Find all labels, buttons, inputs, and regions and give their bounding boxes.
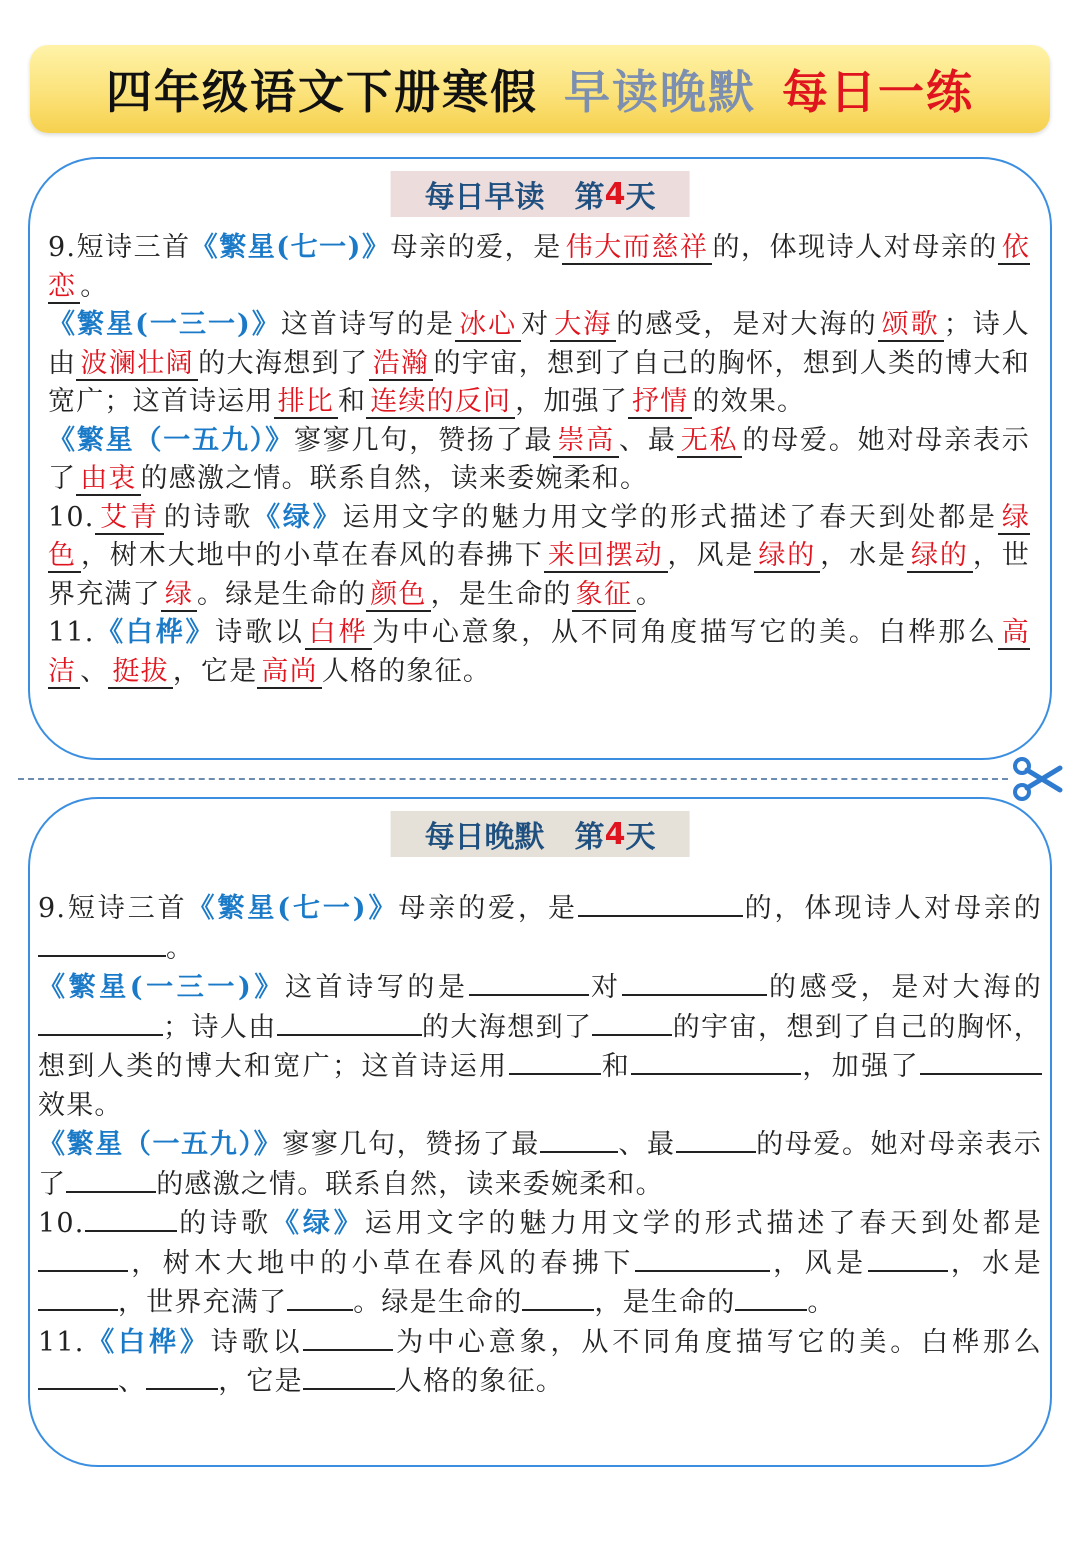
banner-subtitle: 早读晚默 bbox=[564, 65, 756, 119]
answer: 绿的 bbox=[754, 540, 820, 573]
paragraph: 9.短诗三首《繁星(七一)》母亲的爱，是 伟大而慈祥 的，体现诗人对母亲的 依恋 。 bbox=[48, 232, 1031, 302]
blank[interactable] bbox=[287, 1283, 353, 1311]
answer: 颂歌 bbox=[878, 309, 944, 342]
blank[interactable] bbox=[469, 968, 589, 996]
answer: 抒情 bbox=[628, 386, 692, 419]
answer: 白桦 bbox=[305, 617, 373, 650]
paragraph: 10. 的诗歌《绿》运用文字的魅力用文学的形式描述了春天到处都是，树木大地中的小草在春风的春拂下 ，风是 ，水是，世界充满了 。绿是生命的 ，是生命的 。 bbox=[38, 1204, 1042, 1323]
answer: 象征 bbox=[572, 579, 636, 612]
cut-line bbox=[18, 778, 1008, 780]
answer: 由衷 bbox=[76, 463, 140, 496]
answer: 冰心 bbox=[455, 309, 521, 342]
blank[interactable] bbox=[303, 1362, 395, 1390]
answer: 挺拔 bbox=[108, 656, 172, 689]
answer: 依恋 bbox=[48, 232, 1031, 302]
paragraph: 9.短诗三首《繁星(七一)》母亲的爱，是 的，体现诗人对母亲的。 bbox=[38, 889, 1042, 968]
morning-text bbox=[48, 229, 1030, 691]
answer: 绿的 bbox=[907, 540, 973, 573]
blank[interactable] bbox=[578, 889, 743, 917]
blank[interactable] bbox=[509, 1047, 601, 1075]
blank[interactable] bbox=[38, 1008, 163, 1036]
paragraph: 《繁星(一三一)》这首诗写的是 对 的感受，是对大海的；诗人由 的大海想到了 的宇宙，想到了自己的胸怀，想到人类的博大和宽广；这首诗运用 和 ，加强了效果。 bbox=[38, 968, 1042, 1125]
paragraph: 《繁星（一五九）》寥寥几句，赞扬了最 、最 的母爱。她对母亲表示了 的感激之情。联系自然，读来委婉柔和。 bbox=[38, 1125, 1042, 1204]
answer: 连续的反问 bbox=[366, 386, 515, 419]
blank[interactable] bbox=[635, 1244, 770, 1272]
answer: 绿色 bbox=[48, 501, 1031, 571]
blank[interactable] bbox=[522, 1283, 594, 1311]
morning-reading-card bbox=[28, 157, 1052, 760]
header-banner bbox=[30, 45, 1050, 133]
evening-section-title: 每日晚默 第 4 天 bbox=[391, 811, 690, 857]
blank[interactable] bbox=[38, 1362, 118, 1390]
answer: 浩瀚 bbox=[369, 348, 434, 381]
blank[interactable] bbox=[85, 1204, 177, 1232]
blank[interactable] bbox=[38, 1283, 118, 1311]
answer: 颜色 bbox=[366, 579, 430, 612]
blank[interactable] bbox=[277, 1008, 422, 1036]
paragraph: 11.《白桦》诗歌以 为中心意象，从不同角度描写它的美。白桦那么、 ，它是 人格的象征。 bbox=[38, 1323, 1042, 1402]
answer: 大海 bbox=[550, 309, 616, 342]
blank[interactable] bbox=[592, 1008, 672, 1036]
blank[interactable] bbox=[146, 1362, 218, 1390]
blank[interactable] bbox=[38, 929, 166, 957]
paragraph: 《繁星（一五九）》寥寥几句，赞扬了最 崇高 、最 无私 的母爱。她对母亲表示了 由衷 的感激之情。联系自然，读来委婉柔和。 bbox=[48, 424, 1030, 494]
answer: 高尚 bbox=[257, 656, 321, 689]
answer: 绿 bbox=[161, 579, 197, 612]
evening-dictation-card bbox=[28, 797, 1052, 1467]
blank[interactable] bbox=[38, 1244, 128, 1272]
answer: 排比 bbox=[274, 386, 338, 419]
blank[interactable] bbox=[735, 1283, 807, 1311]
evening-text bbox=[38, 889, 1042, 1402]
answer: 波澜壮阔 bbox=[76, 348, 198, 381]
blank[interactable] bbox=[631, 1047, 801, 1075]
blank[interactable] bbox=[622, 968, 767, 996]
blank[interactable] bbox=[66, 1165, 156, 1193]
paragraph: 11.《白桦》诗歌以 白桦 为中心意象，从不同角度描写它的美。白桦那么 高洁 、 挺拔 ，它是 高尚 人格的象征。 bbox=[48, 617, 1030, 687]
blank[interactable] bbox=[920, 1047, 1042, 1075]
blank[interactable] bbox=[540, 1125, 618, 1153]
paragraph: 《繁星(一三一)》这首诗写的是 冰心 对 大海 的感受，是对大海的 颂歌 ；诗人由 波澜壮阔 的大海想到了 浩瀚 的宇宙，想到了自己的胸怀，想到人类的博大和宽广；这首诗运用 排比 和 连续的反问 ，加强了 抒情 的效果。 bbox=[48, 309, 1030, 417]
answer: 高洁 bbox=[48, 617, 1030, 687]
morning-section-title: 每日早读 第 4 天 bbox=[391, 171, 690, 217]
blank[interactable] bbox=[868, 1244, 948, 1272]
banner-title: 四年级语文下册寒假 bbox=[106, 65, 538, 119]
answer: 来回摆动 bbox=[544, 540, 668, 573]
answer: 伟大而慈祥 bbox=[562, 232, 713, 265]
answer: 崇高 bbox=[553, 425, 619, 458]
blank[interactable] bbox=[303, 1323, 393, 1351]
paragraph: 10. 艾青 的诗歌《绿》运用文字的魅力用文学的形式描述了春天到处都是 绿色 ，树木大地中的小草在春风的春拂下 来回摆动 ，风是 绿的 ，水是 绿的 ，世界充满了 绿 。绿是生命的 颜色 ，是生命的 象征 。 bbox=[48, 501, 1031, 610]
answer: 无私 bbox=[677, 425, 743, 458]
answer: 艾青 bbox=[95, 502, 164, 535]
scissors-icon bbox=[1012, 754, 1064, 804]
blank[interactable] bbox=[676, 1125, 756, 1153]
banner-tagline: 每日一练 bbox=[782, 65, 974, 119]
